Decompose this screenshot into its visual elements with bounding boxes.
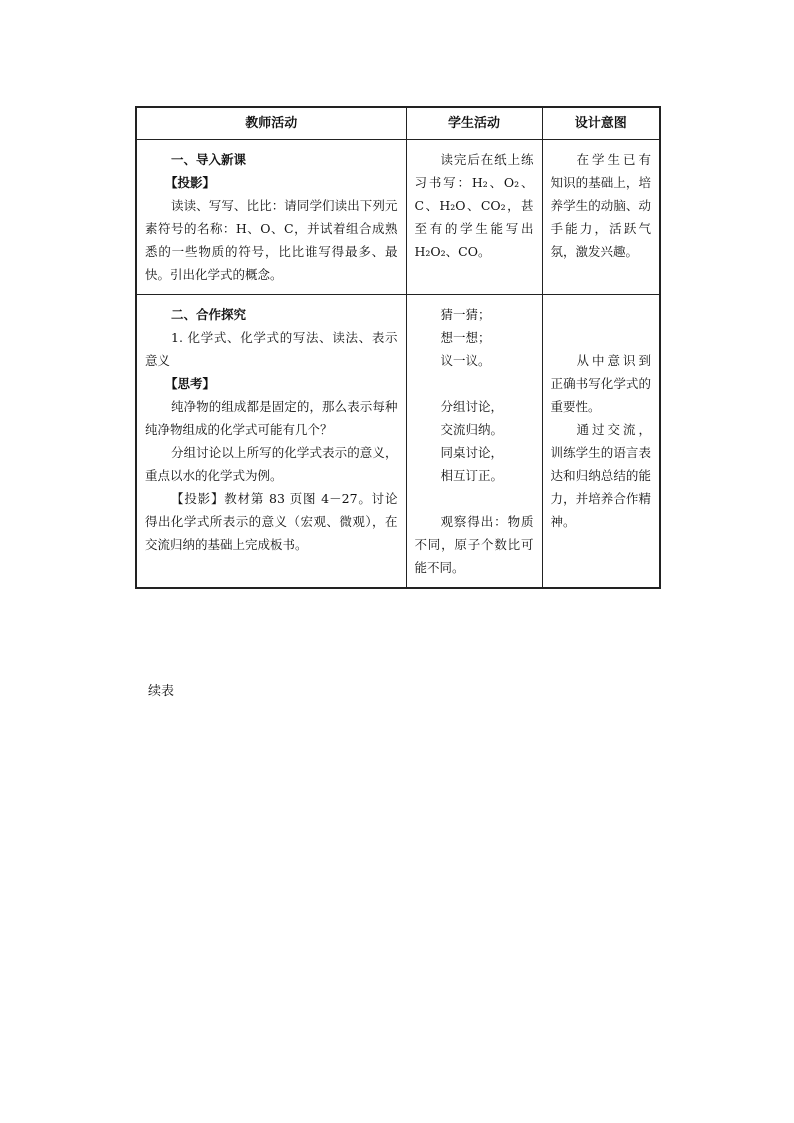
spacer xyxy=(415,372,534,395)
think-text: 纯净物的组成都是固定的，那么表示每种纯净物组成的化学式可能有几个？ xyxy=(145,399,398,437)
intro-text: 读读、写写、比比：请同学们读出下列元素符号的名称：H、O、C，并试着组合成熟悉的一些物质的符号，比比谁写得最多、最快。引出化学式的概念。 xyxy=(145,198,398,282)
student-line: 相互订正。 xyxy=(440,468,504,483)
table-row xyxy=(136,295,660,589)
think-tag: 【思考】 xyxy=(165,376,216,391)
student-line: 交流归纳。 xyxy=(440,422,504,437)
header-row xyxy=(136,107,660,140)
section-heading-explore: 二、合作探究 xyxy=(171,307,247,322)
header-design-intent: 设计意图 xyxy=(542,107,660,140)
group-discussion-text: 分组讨论以上所写的化学式表示的意义，重点以水的化学式为例。 xyxy=(145,445,398,483)
student-line: 同桌讨论， xyxy=(440,445,504,460)
projection-tag: 【投影】 xyxy=(165,175,216,190)
student-line: 想一想； xyxy=(440,330,491,345)
intent-intro-text: 在学生已有知识的基础上，培养学生的动脑、动手能力，活跃气氛，激发兴趣。 xyxy=(550,152,651,259)
intent-cell-explore xyxy=(542,295,660,589)
header-teacher-activity: 教师活动 xyxy=(136,107,406,140)
student-line: 分组讨论， xyxy=(440,399,504,414)
student-observe-text: 观察得出：物质不同，原子个数比可能不同。 xyxy=(414,514,534,575)
lesson-plan-table xyxy=(135,106,661,589)
continued-table-label: 续表 xyxy=(148,684,175,699)
teacher-cell-explore xyxy=(136,295,406,589)
student-line: 猜一猜； xyxy=(440,307,491,322)
student-line: 议一议。 xyxy=(440,353,491,368)
intent-text-2: 通过交流，训练学生的语言表达和归纳总结的能力，并培养合作精神。 xyxy=(550,422,651,529)
spacer xyxy=(415,487,534,510)
explore-item-1: 1. 化学式、化学式的写法、读法、表示意义 xyxy=(145,330,398,368)
teacher-cell-intro xyxy=(136,140,406,295)
header-student-activity: 学生活动 xyxy=(406,107,542,140)
spacer xyxy=(551,303,652,326)
spacer xyxy=(551,326,652,349)
section-heading-intro: 一、导入新课 xyxy=(171,152,247,167)
table-row xyxy=(136,140,660,295)
student-cell-explore xyxy=(406,295,542,589)
projection-text: 【投影】教材第 83 页图 4－27。讨论得出化学式所表示的意义（宏观、微观），在交流归纳的基础上完成板书。 xyxy=(145,491,398,552)
intent-text-1: 从中意识到正确书写化学式的重要性。 xyxy=(550,353,651,414)
student-cell-intro xyxy=(406,140,542,295)
student-intro-text: 读完后在纸上练习书写：H₂、O₂、C、H₂O、CO₂，甚至有的学生能写出 H₂O₂、CO。 xyxy=(414,152,534,259)
intent-cell-intro xyxy=(542,140,660,295)
